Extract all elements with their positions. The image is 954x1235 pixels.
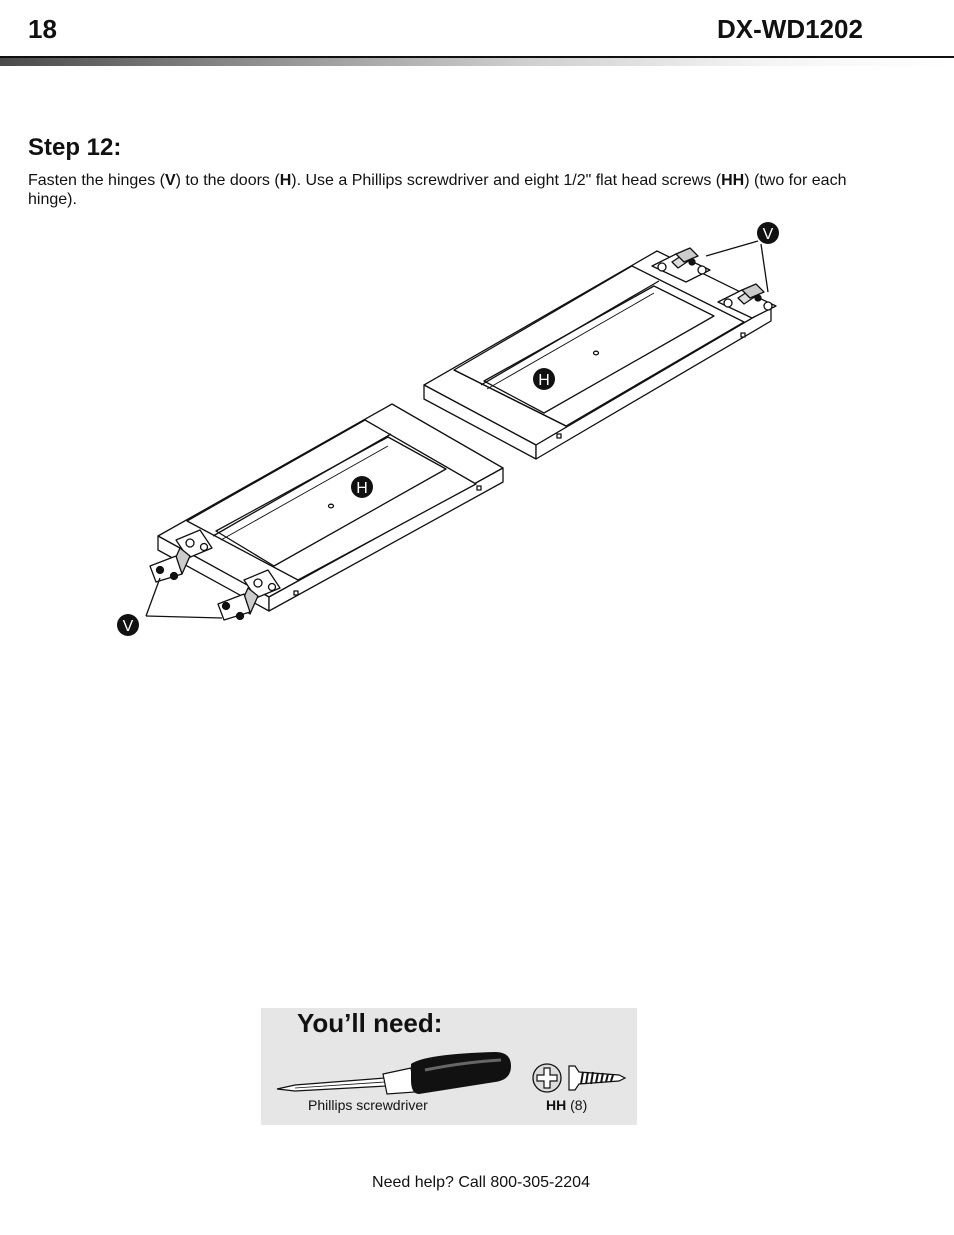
step-text-part: ) to the doors (	[175, 172, 280, 189]
part-v-ref: V	[164, 172, 176, 189]
label-h-right	[533, 368, 555, 390]
screw-count: (8)	[566, 1097, 588, 1113]
label-h-right-text: H	[538, 372, 550, 389]
label-v-top-text: V	[762, 226, 774, 243]
flat-head-screw-icon	[531, 1062, 627, 1096]
youll-need-box	[261, 1008, 637, 1125]
door-right	[424, 251, 771, 459]
screw-code: HH	[546, 1097, 567, 1113]
model-number: DX-WD1202	[717, 14, 863, 44]
assembly-diagram	[0, 210, 954, 650]
label-h-left	[351, 476, 373, 498]
screw-label	[546, 1097, 587, 1113]
step-instructions	[28, 171, 888, 209]
door-left	[158, 404, 503, 611]
part-h-ref: H	[279, 172, 292, 189]
label-v-top	[757, 222, 779, 244]
help-footer: Need help? Call 800-305-2204	[372, 1174, 590, 1191]
step-title: Step 12:	[28, 134, 122, 161]
header-gradient-bar	[0, 58, 954, 66]
step-text-part: ). Use a Phillips screwdriver and eight 1/2" flat head screws (	[291, 172, 722, 189]
screwdriver-icon	[275, 1048, 515, 1098]
screwdriver-label: Phillips screwdriver	[308, 1097, 428, 1113]
label-v-bottom-text: V	[122, 618, 134, 635]
label-h-left-text: H	[356, 480, 368, 497]
step-text-part: Fasten the hinges (	[28, 172, 165, 189]
label-v-bottom	[117, 614, 139, 636]
part-hh-ref: HH	[721, 172, 745, 189]
page-number: 18	[28, 14, 57, 44]
step-text-part: ) (two for each hinge).	[28, 172, 847, 208]
youll-need-title: You’ll need:	[297, 1008, 443, 1038]
